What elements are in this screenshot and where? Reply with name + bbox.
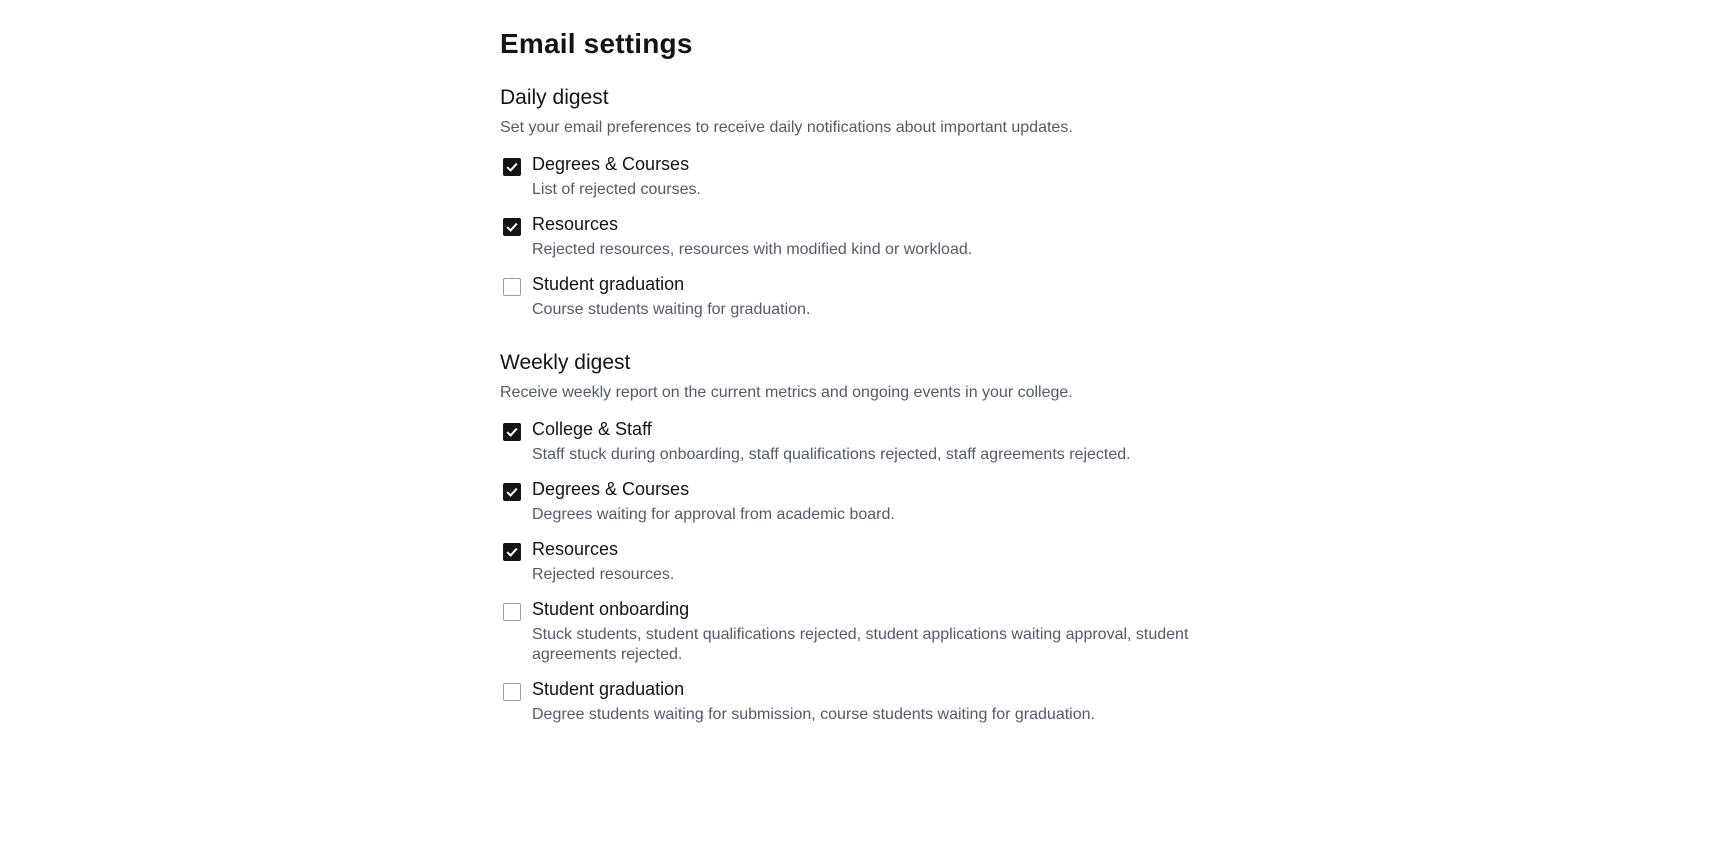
- daily-resources-label[interactable]: Resources: [532, 214, 619, 234]
- weekly-college-staff-description: Staff stuck during onboarding, staff qualifications rejected, staff agreements rejected.: [532, 446, 1131, 463]
- weekly-college-staff-checkbox[interactable]: [503, 423, 521, 441]
- checkmark-icon: [505, 485, 519, 499]
- daily-degrees-courses-checkbox[interactable]: [503, 158, 521, 176]
- page-title: Email settings: [500, 28, 693, 59]
- weekly-degrees-courses-label[interactable]: Degrees & Courses: [532, 479, 690, 499]
- daily-degrees-courses-description: List of rejected courses.: [532, 181, 701, 198]
- weekly-student-onboarding-description: Stuck students, student qualifications rejected, student applications waiting approval, student agreements rejected.: [532, 626, 1189, 663]
- daily-student-graduation-checkbox[interactable]: [503, 278, 521, 296]
- weekly-student-graduation-description: Degree students waiting for submission, course students waiting for graduation.: [532, 706, 1095, 723]
- daily-digest-title: Daily digest: [500, 86, 609, 109]
- daily-student-graduation-label[interactable]: Student graduation: [532, 274, 685, 294]
- weekly-student-graduation-label[interactable]: Student graduation: [532, 679, 685, 699]
- weekly-student-graduation-checkbox[interactable]: [503, 683, 521, 701]
- daily-resources-checkbox[interactable]: [503, 218, 521, 236]
- weekly-college-staff-label[interactable]: College & Staff: [532, 419, 652, 439]
- weekly-student-onboarding-checkbox[interactable]: [503, 603, 521, 621]
- daily-student-graduation-description: Course students waiting for graduation.: [532, 301, 811, 318]
- daily-digest-description: Set your email preferences to receive daily notifications about important updates.: [500, 119, 1073, 136]
- weekly-degrees-courses-checkbox[interactable]: [503, 483, 521, 501]
- weekly-digest-description: Receive weekly report on the current metrics and ongoing events in your college.: [500, 384, 1073, 401]
- weekly-digest-title: Weekly digest: [500, 351, 631, 374]
- daily-degrees-courses-label[interactable]: Degrees & Courses: [532, 154, 690, 174]
- checkmark-icon: [505, 425, 519, 439]
- weekly-resources-checkbox[interactable]: [503, 543, 521, 561]
- weekly-student-onboarding-label[interactable]: Student onboarding: [532, 599, 690, 619]
- daily-resources-description: Rejected resources, resources with modified kind or workload.: [532, 241, 973, 258]
- weekly-resources-label[interactable]: Resources: [532, 539, 619, 559]
- weekly-resources-description: Rejected resources.: [532, 566, 675, 583]
- checkmark-icon: [505, 160, 519, 174]
- weekly-degrees-courses-description: Degrees waiting for approval from academic board.: [532, 506, 895, 523]
- checkmark-icon: [505, 545, 519, 559]
- checkmark-icon: [505, 220, 519, 234]
